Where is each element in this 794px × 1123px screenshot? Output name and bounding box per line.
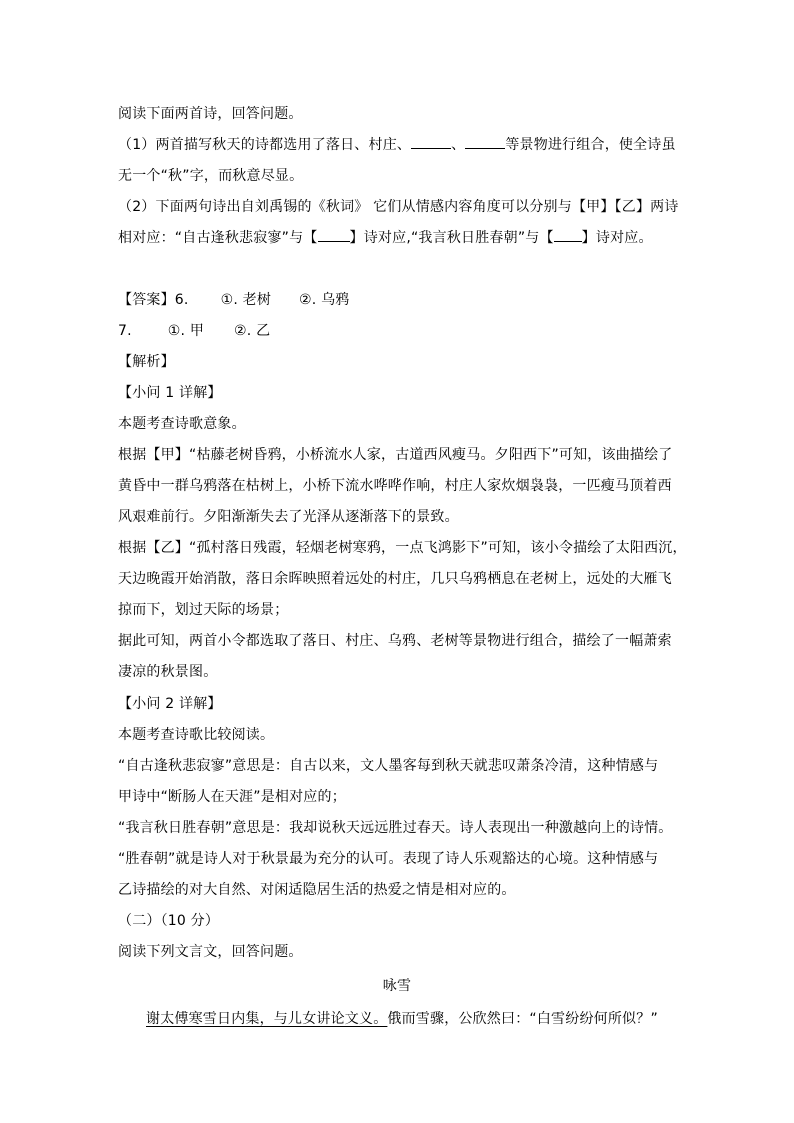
answer-7-2: ②. 乙 [234,323,271,339]
answer-6-1: ①. 老树 [220,292,272,308]
answer-blank[interactable] [465,136,505,149]
analysis-paragraph: 本题考查诗歌意象。 [118,416,246,432]
analysis-paragraph: 风艰难前行。夕阳渐渐失去了光泽从逐渐落下的景致。 [118,509,459,525]
question-2-text: 】诗对应。 [581,230,653,246]
analysis-paragraph: “自古逢秋悲寂寥”意思是：自古以来，文人墨客每到秋天就悲叹萧条冷清，这种情感与 [118,758,659,774]
analysis-paragraph: 本题考查诗歌比较阅读。 [118,727,275,743]
passage-title: 咏雪 [382,978,412,994]
analysis-paragraph: 据此可知，两首小令都选取了落日、村庄、乌鸦、老树等景物进行组合，描绘了一幅萧索 [118,633,672,649]
answer-6-2: ②. 乌鸦 [299,292,350,308]
answer-blank[interactable] [318,229,350,242]
analysis-label: 【解析】 [118,354,175,370]
underlined-passage-text: 谢太傅寒雪日内集，与儿女讲论文义。 [146,1011,388,1027]
section-instruction: 阅读下列文言文，回答问题。 [118,944,303,960]
question-2-line-1: （2）下面两句诗出自刘禹锡的《秋词》 它们从情感内容角度可以分别与【甲】【乙】两诗 [118,199,679,215]
answer-blank[interactable] [554,229,582,242]
analysis-paragraph: 黄昏中一群乌鸦落在枯树上，小桥下流水哗哗作响，村庄人家炊烟袅袅，一匹瘦马顶着西 [118,478,672,494]
answer-label: 【答案】6. [118,292,189,308]
question-2-text: 】诗对应,“我言秋日胜春朝”与【 [349,230,554,246]
analysis-paragraph: 根据【乙】“孤村落日残霞，轻烟老树寒鸦，一点飞鸿影下”可知，该小令描绘了太阳西沉， [118,540,687,556]
analysis-paragraph: 根据【甲】“枯藤老树昏鸦，小桥流水人家，古道西风瘦马。夕阳西下”可知，该曲描绘了 [118,447,673,463]
sub-question-2-title: 【小问 2 详解】 [118,696,222,712]
passage-text: 俄而雪骤，公欣然曰：“白雪纷纷何所似？” [387,1011,658,1027]
section-heading: （二）（10 分） [118,913,220,929]
question-1-text: 等景物进行组合，使全诗虽 [505,137,676,153]
answer-7-number: 7. [118,323,132,339]
analysis-paragraph: 掠而下，划过天际的场景； [118,602,289,618]
passage-line-1 [146,1010,658,1028]
analysis-paragraph: 天边晚霞开始消散，落日余晖映照着远处的村庄，几只乌鸦栖息在老树上，远处的大雁飞 [118,571,672,587]
analysis-paragraph: 乙诗描绘的对大自然、对闲适隐居生活的热爱之情是相对应的。 [118,882,516,898]
question-1-line-1 [118,136,676,154]
question-2-text: 相对应：“自古逢秋悲寂寥”与【 [118,230,318,246]
answer-blank[interactable] [411,136,451,149]
analysis-paragraph: 凄凉的秋景图。 [118,664,218,680]
question-1-text: （1）两首描写秋天的诗都选用了落日、村庄、 [118,137,412,153]
analysis-paragraph: 甲诗中“断肠人在天涯”是相对应的； [118,789,346,805]
answer-line-7 [118,322,270,340]
sub-question-1-title: 【小问 1 详解】 [118,385,222,401]
answer-7-1: ①. 甲 [167,323,205,339]
analysis-paragraph: “我言秋日胜春朝”意思是：我却说秋天远远胜过春天。诗人表现出一种激越向上的诗情。 [118,820,673,836]
question-2-line-2 [118,229,653,247]
answer-line-6 [118,291,349,309]
intro-text: 阅读下面两首诗，回答问题。 [118,106,303,122]
analysis-paragraph: “胜春朝”就是诗人对于秋景最为充分的认可。表现了诗人乐观豁达的心境。这种情感与 [118,851,659,867]
question-1-line-2: 无一个“秋”字，而秋意尽显。 [118,168,304,184]
separator: 、 [451,137,466,153]
